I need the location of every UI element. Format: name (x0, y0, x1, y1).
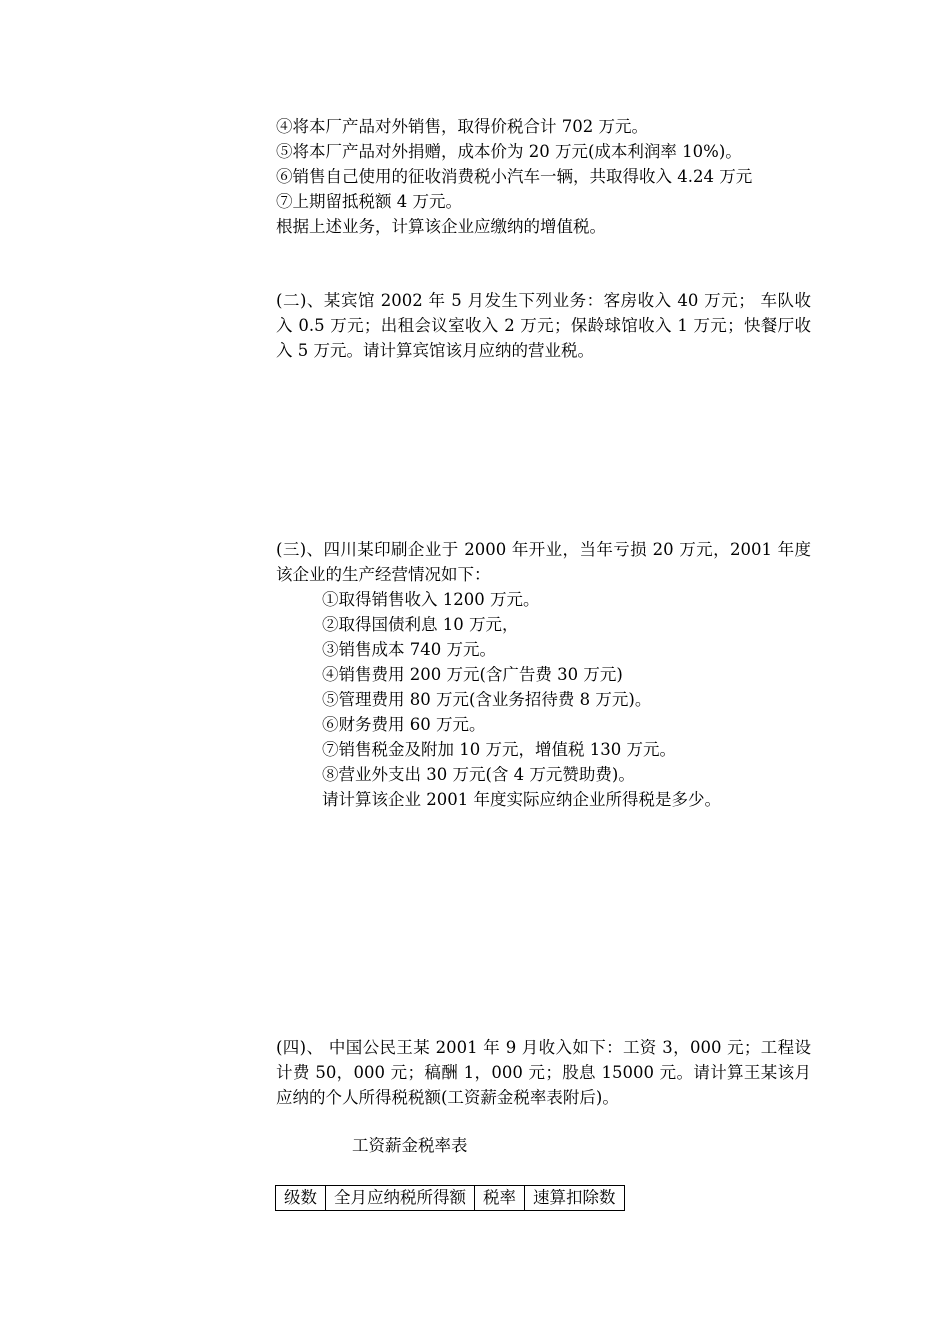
section-business-tax: (二)、某宾馆 2002 年 5 月发生下列业务：客房收入 40 万元； 车队收入 0.5 万元；出租会议室收入 2 万元；保龄球馆收入 1 万元；快餐厅收入 5 万元。请计算宾馆该月应纳的营业税。 (276, 291, 811, 360)
question-text: 请计算该企业 2001 年度实际应纳企业所得税是多少。 (322, 790, 721, 809)
section-personal-income-tax: (四)、 中国公民王某 2001 年 9 月收入如下：工资 3，000 元；工程设计费 50，000 元；稿酬 1，000 元；股息 15000 元。请计算王某该月应纳的个人所得税税额(工资薪金税率表附后)。 (276, 1038, 811, 1107)
table-header-cell: 全月应纳税所得额 (326, 1186, 475, 1211)
question-text: 根据上述业务，计算该企业应缴纳的增值税。 (276, 217, 606, 236)
list-item: ⑧营业外支出 30 万元(含 4 万元赞助费)。 (322, 765, 635, 784)
list-item: ⑤管理费用 80 万元(含业务招待费 8 万元)。 (322, 690, 652, 709)
section-income-tax (276, 537, 811, 812)
list-item: ④销售费用 200 万元(含广告费 30 万元) (322, 665, 623, 684)
list-item: ④将本厂产品对外销售，取得价税合计 702 万元。 (276, 117, 648, 136)
section-intro: (三)、四川某印刷企业于 2000 年开业，当年亏损 20 万元，2001 年度该企业的生产经营情况如下： (276, 540, 811, 584)
table-header-row (276, 1186, 625, 1211)
table-header-cell: 级数 (276, 1186, 326, 1211)
list-item: ①取得销售收入 1200 万元。 (322, 590, 540, 609)
list-item: ⑥销售自己使用的征收消费税小汽车一辆，共取得收入 4.24 万元 (276, 167, 753, 186)
list-item: ⑤将本厂产品对外捐赠，成本价为 20 万元(成本利润率 10%)。 (276, 142, 742, 161)
list-item: ⑦上期留抵税额 4 万元。 (276, 192, 462, 211)
section-vat-items (276, 114, 811, 239)
list-item: ③销售成本 740 万元。 (322, 640, 496, 659)
table-caption: 工资薪金税率表 (352, 1136, 468, 1155)
list-item: ⑥财务费用 60 万元。 (322, 715, 486, 734)
table-header-cell: 速算扣除数 (525, 1186, 625, 1211)
tax-rate-table (275, 1185, 625, 1211)
list-item: ②取得国债利息 10 万元， (322, 615, 519, 634)
table-header-cell: 税率 (475, 1186, 525, 1211)
list-item: ⑦销售税金及附加 10 万元，增值税 130 万元。 (322, 740, 676, 759)
